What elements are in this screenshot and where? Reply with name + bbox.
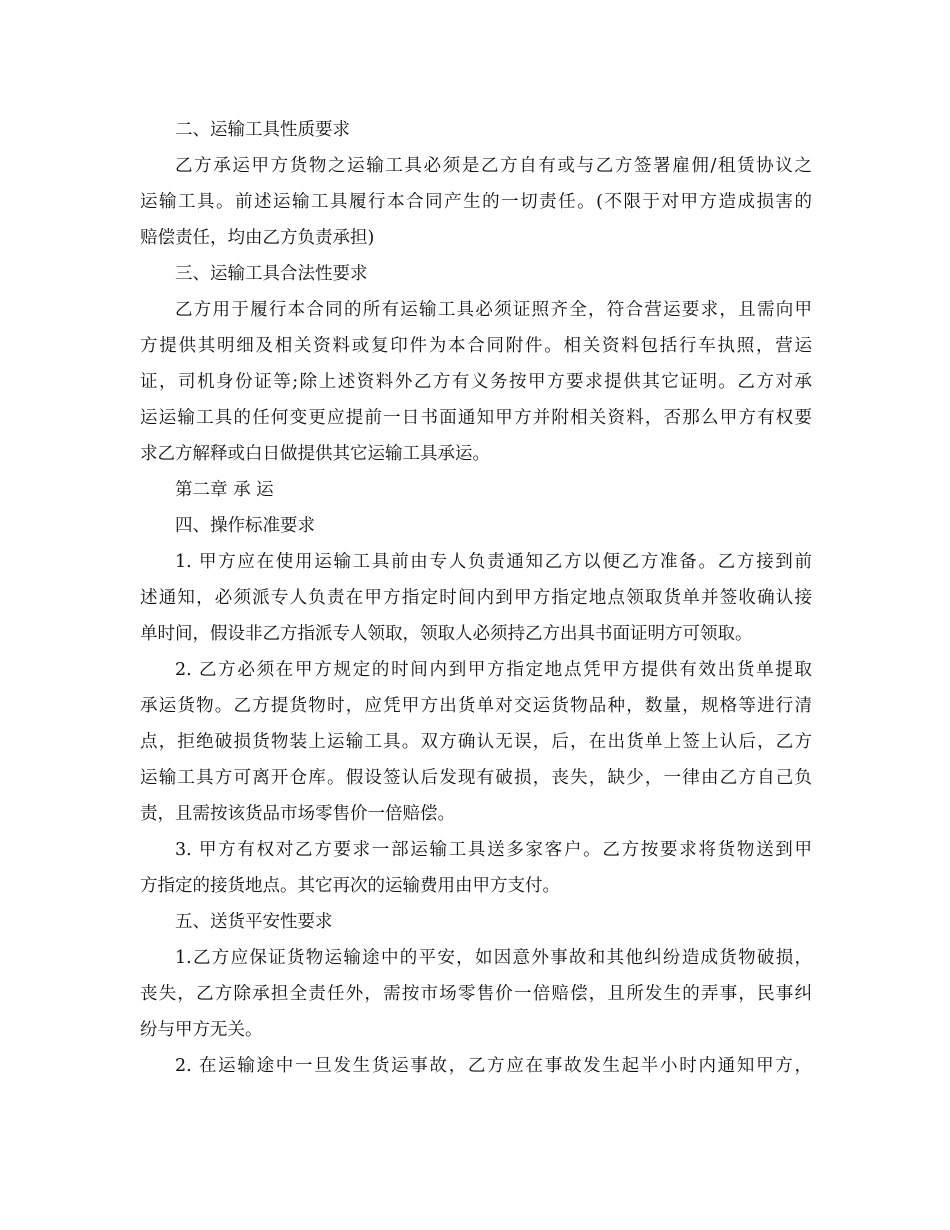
paragraph-line: 运输工具。前述运输工具履行本合同产生的一切责任。(不限于对甲方造成损害的 [140,192,812,212]
paragraph-line: 承运货物。乙方提货物时，应凭甲方出货单对交运货物品种，数量，规格等进行清 [140,696,812,716]
paragraph-line: 2. 在运输途中一旦发生货运事故，乙方应在事故发生起半小时内通知甲方， [175,1056,812,1076]
section-heading: 四、操作标准要求 [175,516,315,536]
paragraph-line: 1.乙方应保证货物运输途中的平安，如因意外事故和其他纠纷造成货物破损， [175,948,812,968]
paragraph-line: 证，司机身份证等;除上述资料外乙方有义务按甲方要求提供其它证明。乙方对承 [140,372,812,392]
paragraph-line: 运输工具方可离开仓库。假设签认后发现有破损，丧失，缺少，一律由乙方自己负 [140,768,812,788]
paragraph-line: 乙方承运甲方货物之运输工具必须是乙方自有或与乙方签署雇佣/租赁协议之 [175,156,812,176]
paragraph-line: 方指定的接货地点。其它再次的运输费用由甲方支付。 [140,876,560,896]
section-heading: 二、运输工具性质要求 [175,120,350,140]
paragraph-line: 方提供其明细及相关资料或复印件为本合同附件。相关资料包括行车执照，营运 [140,336,812,356]
paragraph-line: 丧失，乙方除承担全责任外，需按市场零售价一倍赔偿，且所发生的弄事，民事纠 [140,984,812,1004]
paragraph-line: 求乙方解释或白日做提供其它运输工具承运。 [140,444,490,464]
paragraph-line: 述通知，必须派专人负责在甲方指定时间内到甲方指定地点领取货单并签收确认接 [140,588,812,608]
paragraph-line: 乙方用于履行本合同的所有运输工具必须证照齐全，符合营运要求，且需向甲 [175,300,812,320]
section-heading: 五、送货平安性要求 [175,912,333,932]
paragraph-line: 点，拒绝破损货物装上运输工具。双方确认无误，后，在出货单上签上认后，乙方 [140,732,812,752]
paragraph-line: 1. 甲方应在使用运输工具前由专人负责通知乙方以便乙方准备。乙方接到前 [175,552,812,572]
paragraph-line: 赔偿责任，均由乙方负责承担) [140,228,375,248]
paragraph-line: 运运输工具的任何变更应提前一日书面通知甲方并附相关资料，否那么甲方有权要 [140,408,812,428]
paragraph-line: 3. 甲方有权对乙方要求一部运输工具送多家客户。乙方按要求将货物送到甲 [175,840,812,860]
paragraph-line: 单时间，假设非乙方指派专人领取，领取人必须持乙方出具书面证明方可领取。 [140,624,753,644]
paragraph-line: 2. 乙方必须在甲方规定的时间内到甲方指定地点凭甲方提供有效出货单提取 [175,660,812,680]
paragraph-line: 纷与甲方无关。 [140,1020,263,1040]
paragraph-line: 责，且需按该货品市场零售价一倍赔偿。 [140,804,455,824]
chapter-heading: 第二章 承 运 [175,480,274,500]
document-body [140,112,812,1084]
section-heading: 三、运输工具合法性要求 [175,264,368,284]
